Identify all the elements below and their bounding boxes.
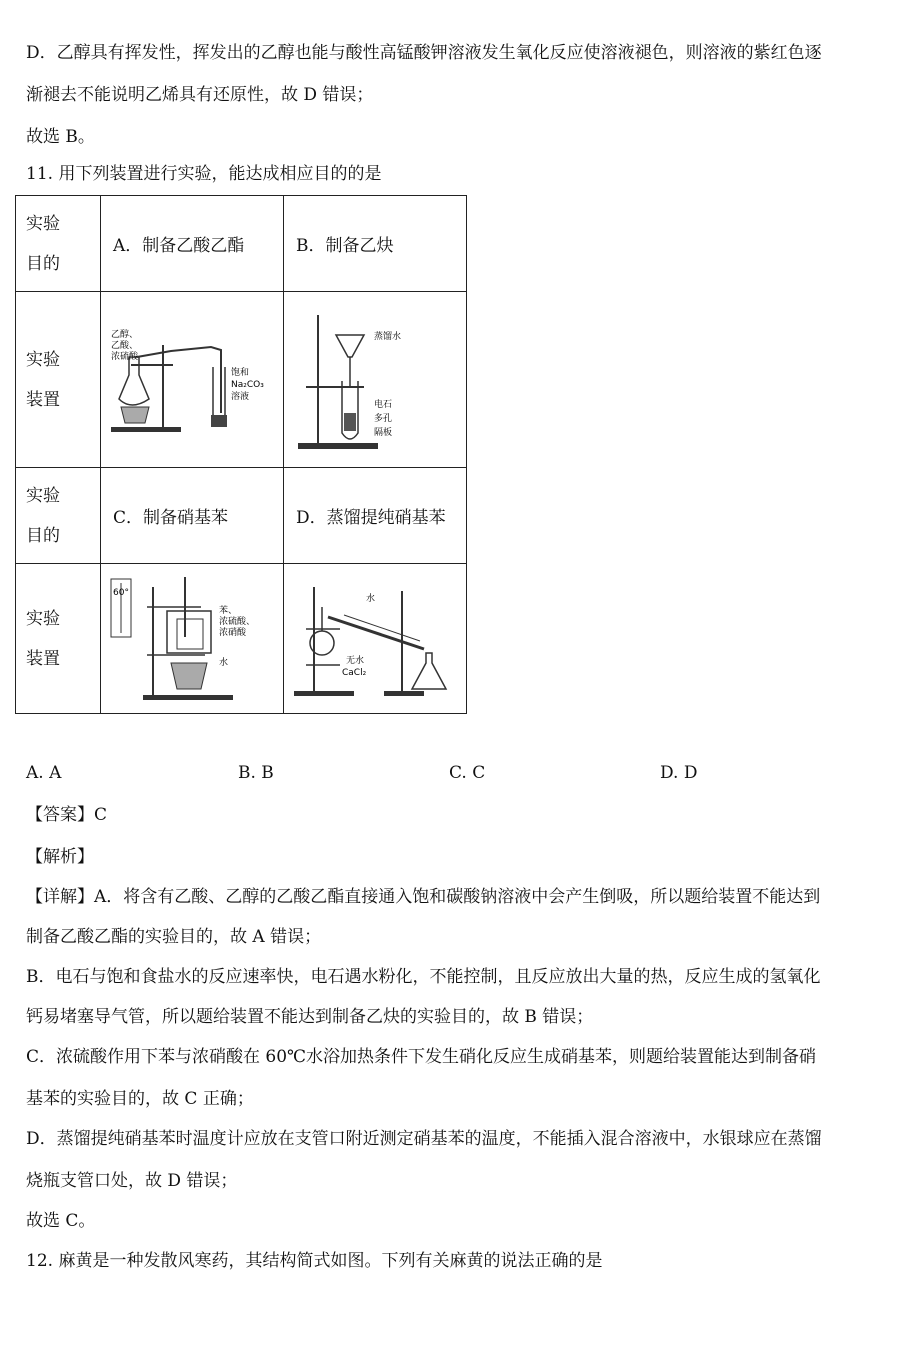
label-60-degree: 60° (113, 587, 129, 598)
paragraph-line: 基苯的实验目的，故 C 正确； (26, 1089, 254, 1109)
row-header-purpose: 实验 目的 (16, 468, 101, 564)
paragraph-line: 制备乙酸乙酯的实验目的，故 A 错误； (26, 927, 322, 947)
apparatus-figure-b (284, 292, 467, 468)
label-ethanol: 乙醇、 (111, 329, 139, 340)
cell-option-c: C．制备硝基苯 (101, 468, 284, 564)
paragraph-line: D．蒸馏提纯硝基苯时温度计应放在支管口附近测定硝基苯的温度，不能插入混合溶液中，水银球应在蒸馏 (26, 1129, 822, 1149)
option-b: B. B (238, 763, 274, 783)
experiment-table (15, 195, 467, 714)
question-12-stem: 12. 麻黄是一种发散风寒药，其结构简式如图。下列有关麻黄的说法正确的是 (26, 1251, 603, 1271)
apparatus-figure-a (101, 292, 284, 468)
label-water: 水 (366, 593, 376, 604)
row-header-apparatus: 实验 装置 (16, 292, 101, 468)
label-distilled-water: 蒸馏水 (374, 331, 402, 342)
row-header-purpose: 实验 目的 (16, 196, 101, 292)
paragraph-line: 故选 B。 (26, 127, 95, 147)
label-saturated: 饱和 (231, 367, 250, 378)
option-d: D. D (660, 763, 698, 783)
label-conc-sulfuric: 浓硫酸、 (219, 616, 256, 627)
label-na2co3: Na₂CO₃ (231, 379, 264, 390)
label-partition: 隔板 (374, 427, 393, 438)
label-calcium-carbide: 电石 (374, 399, 393, 410)
paragraph-line: D．乙醇具有挥发性，挥发出的乙醇也能与酸性高锰酸钾溶液发生氧化反应使溶液褪色，则溶液的紫红色逐 (26, 43, 822, 63)
apparatus-figure-c (101, 564, 284, 714)
cell-option-a: A．制备乙酸乙酯 (101, 196, 284, 292)
paragraph-line: 钙易堵塞导气管，所以题给装置不能达到制备乙炔的实验目的，故 B 错误； (26, 1007, 594, 1027)
label-porous: 多孔 (374, 413, 393, 424)
paragraph-line: B．电石与饱和食盐水的反应速率快，电石遇水粉化，不能控制，且反应放出大量的热，反应生成的氢氧化 (26, 967, 821, 987)
label-water: 水 (219, 657, 229, 668)
label-benzene: 苯、 (219, 605, 238, 616)
paragraph-line: 故选 C。 (26, 1211, 96, 1231)
option-a: A. A (26, 763, 62, 783)
label-acetic-acid: 乙酸、 (111, 340, 139, 351)
label-conc-nitric: 浓硝酸 (219, 627, 247, 638)
paragraph-line: 渐褪去不能说明乙烯具有还原性，故 D 错误； (26, 85, 374, 105)
paragraph-line: 【详解】A．将含有乙酸、乙醇的乙酸乙酯直接通入饱和碳酸钠溶液中会产生倒吸，所以题给装置不能达到 (26, 887, 821, 907)
question-11-stem: 11. 用下列装置进行实验，能达成相应目的的是 (26, 164, 382, 184)
apparatus-figure-d (284, 564, 467, 714)
analysis-heading: 【解析】 (26, 847, 94, 867)
label-anhydrous: 无水 (346, 655, 365, 666)
cell-option-d: D．蒸馏提纯硝基苯 (284, 468, 467, 564)
paragraph-line: C．浓硫酸作用下苯与浓硝酸在 60℃水浴加热条件下发生硝化反应生成硝基苯，则题给装置能达到制备硝 (26, 1047, 817, 1067)
cell-option-b: B．制备乙炔 (284, 196, 467, 292)
label-cacl2: CaCl₂ (342, 667, 367, 678)
row-header-apparatus: 实验 装置 (16, 564, 101, 714)
paragraph-line: 烧瓶支管口处，故 D 错误； (26, 1171, 238, 1191)
label-solution: 溶液 (231, 391, 250, 402)
label-conc-sulfuric: 浓硫酸 (111, 351, 139, 362)
answer-line: 【答案】C (26, 805, 108, 825)
option-c: C. C (449, 763, 486, 783)
